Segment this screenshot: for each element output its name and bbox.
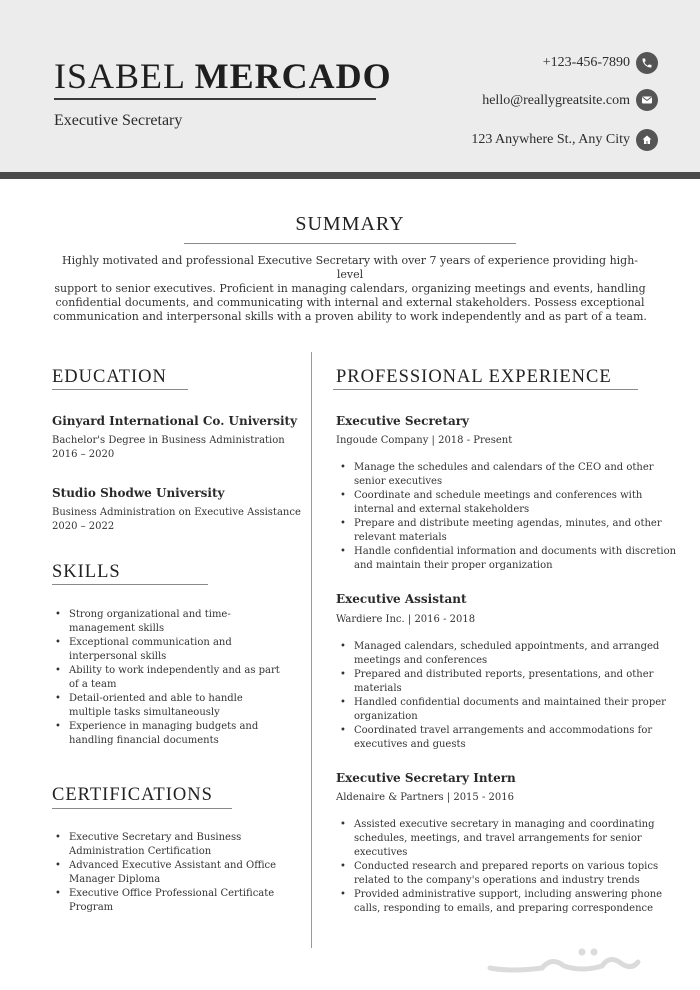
experience-underline xyxy=(333,389,638,390)
bullet-item: • Ability to work independently and as part xyxy=(55,664,305,678)
contact-email[interactable]: hello@reallygreatsite.com xyxy=(482,93,630,108)
bullet-item: • Assisted executive secretary in managing and coordinating xyxy=(340,818,680,832)
bullet-item-continuation: and maintain their proper organization xyxy=(354,560,553,571)
education-degree: Business Administration on Executive Assistance xyxy=(52,507,301,518)
skills-heading: SKILLS xyxy=(52,562,121,582)
job-company: Wardiere Inc. | 2016 - 2018 xyxy=(336,614,476,625)
bullet-item-continuation: internal and external stakeholders xyxy=(354,504,530,515)
bullet-item-continuation: schedules, meetings, and travel arrangements for senior xyxy=(354,833,642,844)
certifications-list xyxy=(55,831,305,915)
job-title: Executive Secretary Intern xyxy=(336,771,516,785)
bullet-item: • Detail-oriented and able to handle xyxy=(55,692,305,706)
bullet-item-continuation: interpersonal skills xyxy=(69,651,167,662)
experience-heading: PROFESSIONAL EXPERIENCE xyxy=(336,367,612,387)
bullet-item-continuation: Administration Certification xyxy=(69,846,212,857)
bullet-item-continuation: executives and guests xyxy=(354,739,466,750)
certifications-underline xyxy=(52,808,232,809)
bullet-item: • Manage the schedules and calendars of the CEO and other xyxy=(340,461,680,475)
job-duties-list xyxy=(340,640,680,752)
mail-icon xyxy=(636,89,658,111)
phone-icon xyxy=(636,52,658,74)
bullet-item: • Exceptional communication and xyxy=(55,636,305,650)
bullet-item-continuation: Program xyxy=(69,902,114,913)
bullet-item-continuation: management skills xyxy=(69,623,165,634)
education-school: Ginyard International Co. University xyxy=(52,414,298,428)
contact-address: 123 Anywhere St., Any City xyxy=(471,132,630,147)
education-years: 2020 – 2022 xyxy=(52,521,115,532)
bullet-item: • Conducted research and prepared reports on various topics xyxy=(340,860,680,874)
bullet-item-continuation: senior executives xyxy=(354,476,443,487)
bullet-item-continuation: related to the company's operations and industry trends xyxy=(354,875,640,886)
bullet-item-continuation: meetings and conferences xyxy=(354,655,488,666)
bullet-item: • Managed calendars, scheduled appointments, and arranged xyxy=(340,640,680,654)
bullet-item: • Handled confidential documents and maintained their proper xyxy=(340,696,680,710)
header-divider-bar xyxy=(0,172,700,179)
bullet-item: • Coordinate and schedule meetings and conferences with xyxy=(340,489,680,503)
summary-line: Highly motivated and professional Executive Secretary with over 7 years of experience providing high-level xyxy=(61,254,639,281)
summary-heading: SUMMARY xyxy=(295,213,405,235)
bullet-item-continuation: handling financial documents xyxy=(69,735,219,746)
job-title: Executive Secretary xyxy=(336,414,470,428)
skills-list xyxy=(55,608,305,748)
skills-underline xyxy=(52,584,208,585)
home-icon xyxy=(636,129,658,151)
summary-line: support to senior executives. Proficient in managing calendars, organizing meetings and events, handling xyxy=(54,282,646,295)
certifications-heading: CERTIFICATIONS xyxy=(52,785,213,805)
last-name: MERCADO xyxy=(194,56,392,96)
bullet-item: • Advanced Executive Assistant and Office xyxy=(55,859,305,873)
bullet-item-continuation: multiple tasks simultaneously xyxy=(69,707,220,718)
job-company: Aldenaire & Partners | 2015 - 2016 xyxy=(336,792,514,803)
bullet-item: • Provided administrative support, including answering phone xyxy=(340,888,680,902)
job-duties-list xyxy=(340,461,680,573)
education-years: 2016 – 2020 xyxy=(52,449,115,460)
name-underline xyxy=(54,98,376,100)
summary-paragraph xyxy=(50,254,650,324)
summary-line: confidential documents, and communicating with internal and external stakeholders. Possess exceptional xyxy=(55,296,645,309)
column-divider xyxy=(311,352,312,948)
summary-line: communication and interpersonal skills with a proven ability to work independently and as part of a team. xyxy=(53,310,647,323)
contact-phone[interactable]: +123-456-7890 xyxy=(542,55,630,70)
bullet-item-continuation: relevant materials xyxy=(354,532,447,543)
bullet-item-continuation: executives xyxy=(354,847,408,858)
bullet-item: • Experience in managing budgets and xyxy=(55,720,305,734)
bullet-item-continuation: of a team xyxy=(69,679,117,690)
education-degree: Bachelor's Degree in Business Administration xyxy=(52,435,285,446)
bullet-item: • Executive Office Professional Certificate xyxy=(55,887,305,901)
bullet-item: • Executive Secretary and Business xyxy=(55,831,305,845)
job-title: Executive Assistant xyxy=(336,592,467,606)
bullet-item: • Coordinated travel arrangements and accommodations for xyxy=(340,724,680,738)
bullet-item: • Prepare and distribute meeting agendas, minutes, and other xyxy=(340,517,680,531)
education-heading: EDUCATION xyxy=(52,367,167,387)
bullet-item: • Handle confidential information and documents with discretion xyxy=(340,545,680,559)
first-name: ISABEL xyxy=(54,56,185,96)
bullet-item-continuation: calls, responding to emails, and preparing correspondence xyxy=(354,903,654,914)
full-name xyxy=(54,54,392,98)
education-underline xyxy=(52,389,188,390)
education-school: Studio Shodwe University xyxy=(52,486,225,500)
job-role: Executive Secretary xyxy=(54,112,183,129)
bullet-item: • Strong organizational and time- xyxy=(55,608,305,622)
bullet-item: • Prepared and distributed reports, presentations, and other xyxy=(340,668,680,682)
bullet-item-continuation: Manager Diploma xyxy=(69,874,161,885)
job-duties-list xyxy=(340,818,680,916)
job-company: Ingoude Company | 2018 - Present xyxy=(336,435,513,446)
bullet-item-continuation: organization xyxy=(354,711,418,722)
bullet-item-continuation: materials xyxy=(354,683,402,694)
haraj-watermark-logo xyxy=(482,938,642,978)
summary-underline xyxy=(184,243,516,244)
